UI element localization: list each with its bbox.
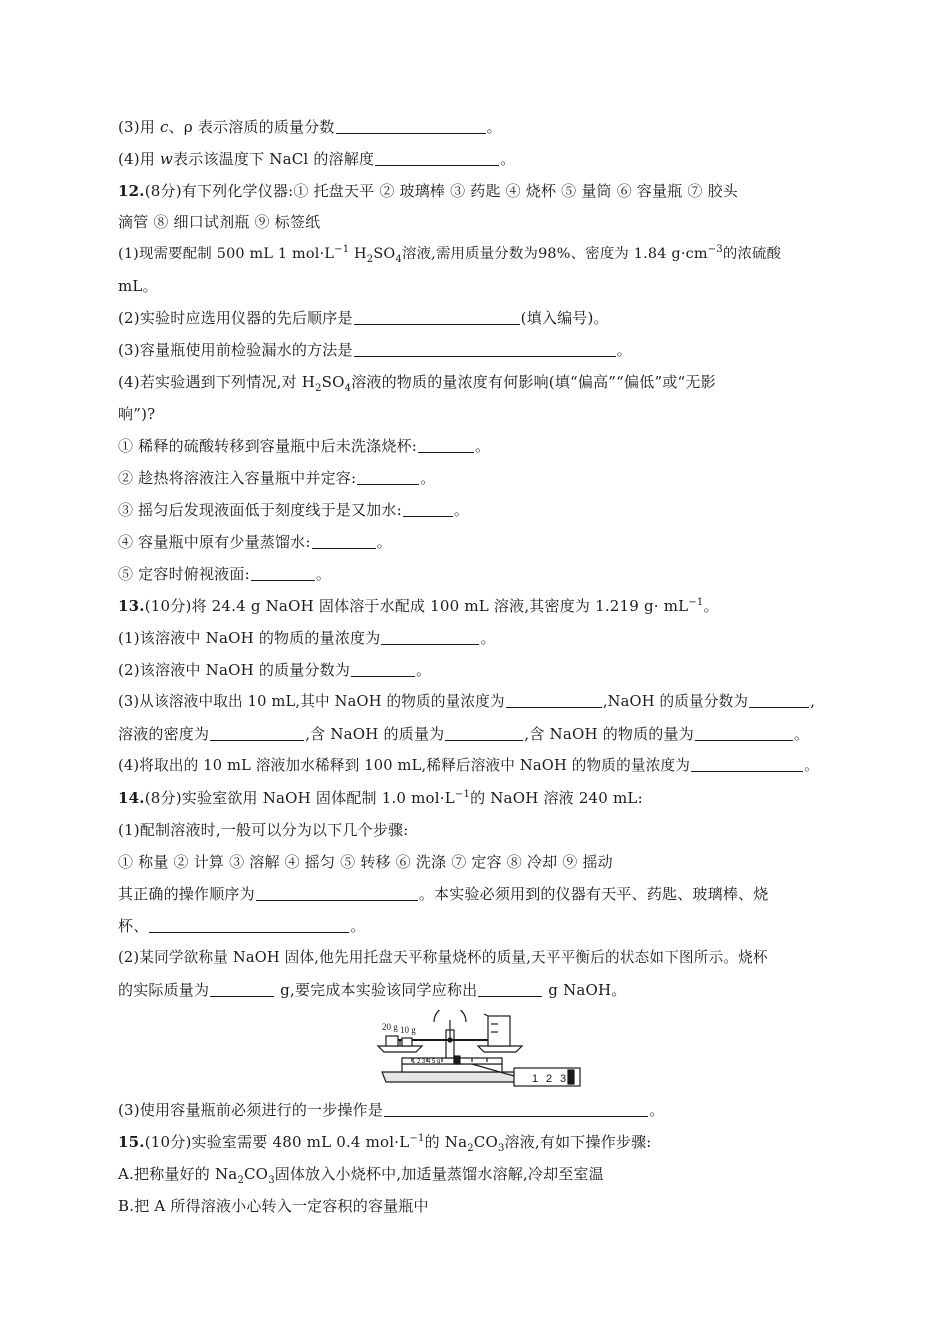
q13-3: (3)从该溶液中取出 10 mL,其中 NaOH 的物质的量浓度为 ,NaOH 的质量分数为 , bbox=[118, 693, 816, 710]
q12-1-cont: mL。 bbox=[118, 277, 158, 295]
scale-label-1: 1 bbox=[532, 1073, 539, 1085]
answer-blank[interactable] bbox=[381, 629, 479, 645]
q13-3-cont: 溶液的密度为 ,含 NaOH 的质量为 ,含 NaOH 的物质的量为 。 bbox=[118, 725, 810, 743]
q15-step-a: A.把称量好的 $Na_2CO_3$固体放入小烧杯中,加适量蒸馏水溶解,冷却至室温 bbox=[118, 1165, 604, 1186]
q14-2-cont: 的实际质量为 g,要完成本实验该同学应称出 g NaOH。 bbox=[118, 981, 627, 999]
answer-blank[interactable] bbox=[445, 725, 523, 741]
scale-label-2: 2 bbox=[546, 1073, 553, 1085]
q12-4-item1: ① 稀释的硫酸转移到容量瓶中后未洗涤烧杯: 。 bbox=[118, 437, 491, 455]
q12-4-item3: ③ 摇匀后发现液面低于刻度线于是又加水: 。 bbox=[118, 501, 470, 519]
q12-header-cont: 滴管 ⑧ 细口试剂瓶 ⑨ 标签纸 bbox=[118, 213, 321, 231]
q14-header: 14.(8分)实验室欲用 NaOH 固体配制 1.0 $mol\cdot L^{-1}$的 NaOH 溶液 240 mL: bbox=[118, 789, 643, 807]
q12-header: 12.(8分)有下列化学仪器:① 托盘天平 ② 玻璃棒 ③ 药匙 ④ 烧杯 ⑤ 量筒 ⑥ 容量瓶 ⑦ 胶头 bbox=[118, 182, 738, 200]
answer-blank[interactable] bbox=[251, 565, 315, 581]
q12-4: (4)若实验遇到下列情况,对 $H_2SO_4$溶液的物质的量浓度有何影响(填“偏高”“偏低”或“无影 bbox=[118, 373, 716, 394]
q12-2: (2)实验时应选用仪器的先后顺序是 (填入编号)。 bbox=[118, 309, 609, 327]
answer-blank[interactable] bbox=[210, 725, 304, 741]
answer-blank[interactable] bbox=[749, 692, 809, 708]
beam-tick-labels: 1 2 3 4 5 g bbox=[412, 1059, 441, 1065]
answer-blank[interactable] bbox=[478, 981, 542, 997]
answer-blank[interactable] bbox=[256, 885, 418, 901]
balance-figure bbox=[372, 1010, 584, 1090]
answer-blank[interactable] bbox=[210, 981, 274, 997]
scale-label-3: 3 bbox=[560, 1073, 567, 1085]
answer-blank[interactable] bbox=[336, 118, 486, 134]
q12-4-item2: ② 趁热将溶液注入容量瓶中并定容: 。 bbox=[118, 469, 436, 487]
q12-4-cont: 响”)? bbox=[118, 405, 156, 423]
answer-blank[interactable] bbox=[691, 756, 803, 772]
answer-blank[interactable] bbox=[375, 150, 499, 166]
answer-blank[interactable] bbox=[506, 692, 602, 708]
weight-20g-label: 20 g bbox=[382, 1022, 398, 1032]
q14-1: (1)配制溶液时,一般可以分为以下几个步骤: bbox=[118, 821, 409, 839]
q12-4-item5: ⑤ 定容时俯视液面: 。 bbox=[118, 565, 332, 583]
q11-4: (4)用 w表示该温度下 NaCl 的溶解度 。 bbox=[118, 150, 516, 168]
q12-1: (1)现需要配制 500 mL 1 $mol\cdot L^{-1}$ $H_2SO_4$溶液,需用质量分数为98%、密度为 1.84 $g\cdot cm^{-3}$的浓硫酸 bbox=[118, 244, 782, 265]
q14-1-instruments: 杯、 。 bbox=[118, 917, 366, 935]
q13-header: 13.(10分)将 24.4 g NaOH 固体溶于水配成 100 mL 溶液,其密度为 1.219 $g\cdot mL^{-1}$。 bbox=[118, 597, 719, 615]
answer-blank[interactable] bbox=[357, 469, 419, 485]
q14-2: (2)某同学欲称量 NaOH 固体,他先用托盘天平称量烧杯的质量,天平平衡后的状态如下图所示。烧杯 bbox=[118, 949, 768, 966]
answer-blank[interactable] bbox=[351, 661, 415, 677]
q14-1-order: 其正确的操作顺序为 。本实验必须用到的仪器有天平、药匙、玻璃棒、烧 bbox=[118, 885, 769, 903]
q12-3: (3)容量瓶使用前检验漏水的方法是 。 bbox=[118, 341, 632, 359]
answer-blank[interactable] bbox=[354, 341, 616, 357]
q14-1-steps: ① 称量 ② 计算 ③ 溶解 ④ 摇匀 ⑤ 转移 ⑥ 洗涤 ⑦ 定容 ⑧ 冷却 ⑨ 摇动 bbox=[118, 853, 613, 871]
weight-10g-label: 10 g bbox=[400, 1025, 416, 1035]
answer-blank[interactable] bbox=[354, 309, 520, 325]
q15-step-b: B.把 A 所得溶液小心转入一定容积的容量瓶中 bbox=[118, 1197, 429, 1215]
q11-3: (3)用 c、ρ 表示溶质的质量分数 。 bbox=[118, 118, 502, 136]
q15-header: 15.(10分)实验室需要 480 mL 0.4 $mol\cdot L^{-1}$的 $Na_2CO_3$溶液,有如下操作步骤: bbox=[118, 1133, 652, 1154]
answer-blank[interactable] bbox=[418, 437, 474, 453]
q13-2: (2)该溶液中 NaOH 的质量分数为 。 bbox=[118, 661, 432, 679]
q12-4-item4: ④ 容量瓶中原有少量蒸馏水: 。 bbox=[118, 533, 392, 551]
q14-3: (3)使用容量瓶前必须进行的一步操作是 。 bbox=[118, 1101, 665, 1119]
answer-blank[interactable] bbox=[695, 725, 793, 741]
answer-blank[interactable] bbox=[149, 917, 349, 933]
q13-4: (4)将取出的 10 mL 溶液加水稀释到 100 mL,稀释后溶液中 NaOH 的物质的量浓度为 。 bbox=[118, 757, 819, 774]
answer-blank[interactable] bbox=[403, 501, 453, 517]
answer-blank[interactable] bbox=[384, 1101, 648, 1117]
q13-1: (1)该溶液中 NaOH 的物质的量浓度为 。 bbox=[118, 629, 496, 647]
answer-blank[interactable] bbox=[312, 533, 376, 549]
